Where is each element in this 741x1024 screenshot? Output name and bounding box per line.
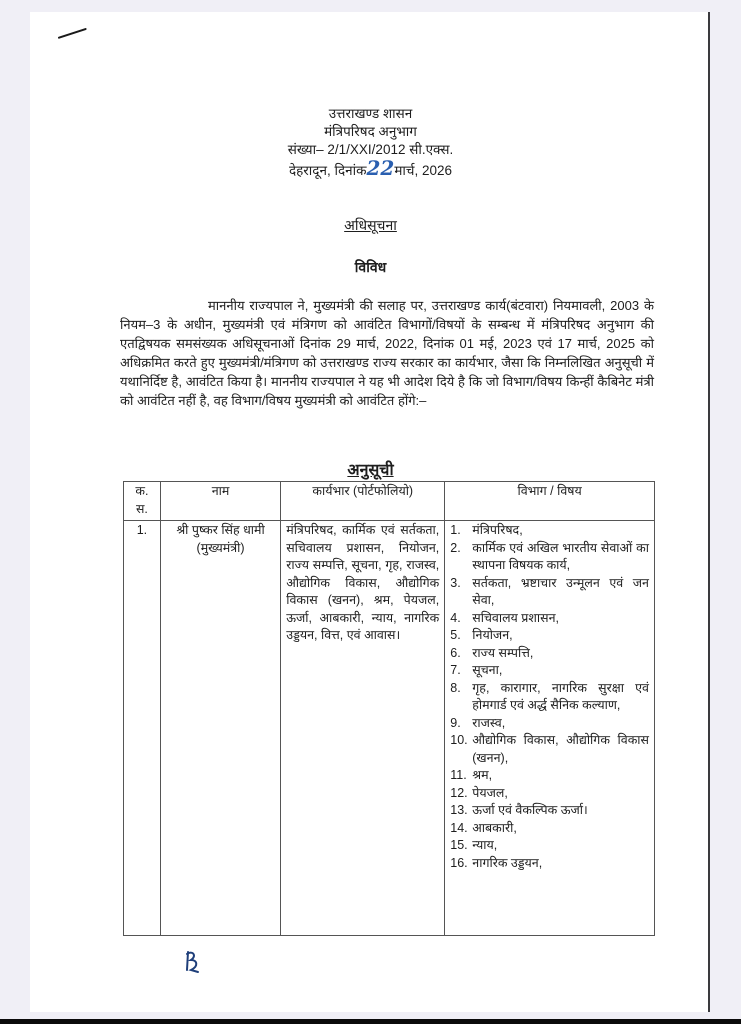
table-header-row bbox=[124, 482, 655, 521]
handwritten-day: 22 bbox=[366, 156, 395, 180]
minister-name: श्री पुष्कर सिंह धामी bbox=[176, 523, 265, 537]
department-number: 4. bbox=[450, 610, 461, 625]
place-date bbox=[0, 156, 741, 180]
department-item bbox=[450, 662, 649, 680]
department-number: 14. bbox=[450, 820, 468, 835]
department-number: 16. bbox=[450, 855, 468, 870]
department-number: 1. bbox=[450, 523, 461, 537]
department-item bbox=[450, 732, 649, 767]
department-item bbox=[450, 785, 649, 803]
cell-name bbox=[160, 521, 280, 936]
document-header bbox=[0, 105, 741, 180]
cell-departments bbox=[445, 521, 655, 936]
schedule-title: अनुसूची bbox=[347, 462, 394, 479]
department-text: गृह, कारागार, नागरिक सुरक्षा एवं होमगार्ड एवं अर्द्ध सैनिक कल्याण, bbox=[472, 680, 649, 712]
department-item bbox=[450, 837, 649, 855]
department-text: ऊर्जा एवं वैकल्पिक ऊर्जा। bbox=[472, 803, 588, 817]
header-departments: विभाग / विषय bbox=[445, 482, 655, 521]
header-name: नाम bbox=[160, 482, 280, 521]
department-number: 13. bbox=[450, 803, 468, 817]
department-text: सर्तकता, भ्रष्टाचार उन्मूलन एवं जन सेवा, bbox=[472, 575, 649, 607]
department-number: 2. bbox=[450, 540, 461, 555]
notification-title: अधिसूचना bbox=[344, 217, 397, 233]
month-year: मार्च, 2026 bbox=[394, 163, 453, 178]
department-item bbox=[450, 855, 649, 873]
cell-portfolio: मंत्रिपरिषद, कार्मिक एवं सर्तकता, सचिवालय प्रशासन, नियोजन, राज्य सम्पत्ति, सूचना, गृह, राजस्व, औद्योगिक विकास, औद्योगिक विकास (खनन), श्रम, पेयजल, ऊर्जा, आबकारी, न्याय, नागरिक उड्डयन, वित्त, एवं आवास। bbox=[281, 521, 445, 936]
department-item bbox=[450, 645, 649, 663]
department-number: 5. bbox=[450, 628, 461, 642]
minister-designation: (मुख्यमंत्री) bbox=[196, 540, 245, 555]
department-text: श्रम, bbox=[472, 768, 493, 782]
department-text: औद्योगिक विकास, औद्योगिक विकास (खनन), bbox=[472, 733, 649, 765]
department-text: नियोजन, bbox=[472, 628, 513, 642]
department-number: 6. bbox=[450, 645, 461, 660]
department-text: न्याय, bbox=[472, 838, 498, 852]
department-text: कार्मिक एवं अखिल भारतीय सेवाओं का स्थापना विषयक कार्य, bbox=[472, 540, 649, 572]
header-portfolio: कार्यभार (पोर्टफोलियो) bbox=[281, 482, 445, 521]
body-paragraph: माननीय राज्यपाल ने, मुख्यमंत्री की सलाह पर, उत्तराखण्ड कार्य(बंटवारा) नियमावली, 2003 के नियम–3 के अधीन, मुख्यमंत्री एवं मंत्रिगण को आवंटित विभागों/विषयों के सम्बन्ध में मंत्रिपरिषद अनुभाग की एतद्विषयक समसंख्यक अधिसूचनाओं दिनांक 29 मार्च, 2022, दिनांक 01 मई, 2023 एवं 17 मार्च, 2025 को अधिक्रमित करते हुए मुख्यमंत्री/मंत्रिगण को उत्तराखण्ड राज्य सरकार का कार्यभार, जैसा कि निम्नलिखित अनुसूची में यथानिर्दिष्ट है, आवंटित किया है। माननीय राज्यपाल ने यह भी आदेश दिये है कि जो विभाग/विषय किन्हीं कैबिनेट मंत्री को आवंटित नहीं है, वह विभाग/विषय मुख्यमंत्री को आवंटित होंगे:– bbox=[120, 298, 654, 408]
subject-title: विविध bbox=[354, 259, 387, 275]
department-text: सचिवालय प्रशासन, bbox=[472, 610, 559, 625]
section-name: मंत्रिपरिषद अनुभाग bbox=[324, 124, 417, 139]
department-list bbox=[450, 522, 649, 872]
department-text: राज्य सम्पत्ति, bbox=[472, 645, 534, 660]
signature-initial bbox=[183, 948, 203, 976]
department-text: नागरिक उड्डयन, bbox=[472, 855, 543, 870]
department-item bbox=[450, 575, 649, 610]
department-item bbox=[450, 522, 649, 540]
department-text: सूचना, bbox=[472, 663, 503, 677]
department-text: पेयजल, bbox=[472, 785, 508, 800]
department-item bbox=[450, 802, 649, 820]
department-item bbox=[450, 767, 649, 785]
bottom-bar bbox=[0, 1019, 741, 1024]
department-number: 9. bbox=[450, 715, 461, 730]
schedule-table bbox=[123, 481, 655, 936]
department-number: 10. bbox=[450, 733, 468, 747]
reference-prefix: संख्या– bbox=[287, 142, 324, 157]
government-name: उत्तराखण्ड शासन bbox=[328, 106, 413, 121]
department-item bbox=[450, 715, 649, 733]
department-number: 3. bbox=[450, 575, 461, 590]
department-item bbox=[450, 540, 649, 575]
department-text: मंत्रिपरिषद, bbox=[472, 523, 523, 537]
department-number: 12. bbox=[450, 785, 468, 800]
department-number: 8. bbox=[450, 680, 461, 695]
header-serial: क. स. bbox=[124, 482, 161, 521]
department-item bbox=[450, 610, 649, 628]
department-number: 15. bbox=[450, 838, 468, 852]
place-date-prefix: देहरादून, दिनांक bbox=[288, 163, 367, 178]
table-row bbox=[124, 521, 655, 936]
department-item bbox=[450, 680, 649, 715]
department-text: आबकारी, bbox=[472, 820, 517, 835]
department-item bbox=[450, 820, 649, 838]
department-item bbox=[450, 627, 649, 645]
department-number: 11. bbox=[450, 768, 467, 782]
department-text: राजस्व, bbox=[472, 715, 506, 730]
department-number: 7. bbox=[450, 663, 461, 677]
reference-value: 2/1/XXI/2012 सी.एक्स. bbox=[327, 142, 454, 157]
cell-serial: 1. bbox=[124, 521, 161, 936]
